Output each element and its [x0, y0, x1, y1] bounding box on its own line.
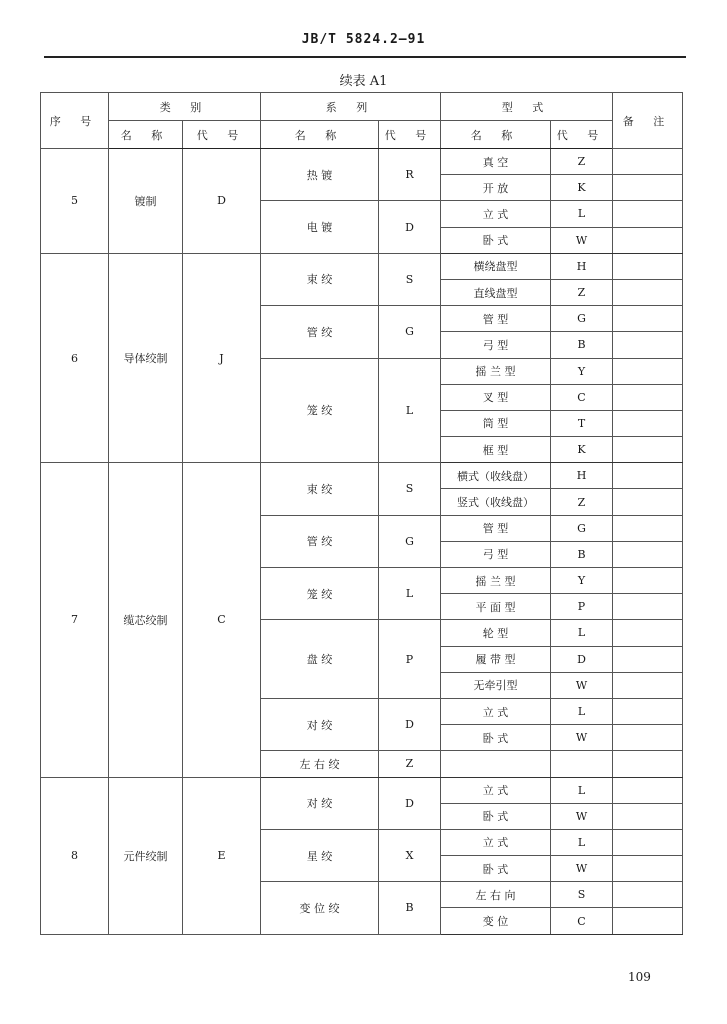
- type-code-cell: [551, 751, 613, 777]
- type-code-cell: W: [551, 803, 613, 829]
- series-name-cell: 束 绞: [261, 253, 379, 305]
- remarks-cell: [613, 882, 683, 908]
- remarks-cell: [613, 568, 683, 594]
- type-code-cell: L: [551, 698, 613, 724]
- series-name-cell: 对 绞: [261, 698, 379, 750]
- remarks-cell: [613, 856, 683, 882]
- series-name-cell: 束 绞: [261, 463, 379, 515]
- type-name-cell: 管 型: [441, 306, 551, 332]
- category-code-cell: E: [183, 777, 261, 934]
- type-code-cell: L: [551, 777, 613, 803]
- series-code-cell: L: [379, 358, 441, 463]
- type-name-cell: 弓 型: [441, 332, 551, 358]
- header-type: 型 式: [441, 93, 613, 121]
- remarks-cell: [613, 410, 683, 436]
- remarks-cell: [613, 149, 683, 175]
- type-code-cell: L: [551, 201, 613, 227]
- series-code-cell: R: [379, 149, 441, 201]
- type-code-cell: Z: [551, 149, 613, 175]
- header-category: 类 别: [109, 93, 261, 121]
- type-name-cell: 卧 式: [441, 803, 551, 829]
- series-code-cell: Z: [379, 751, 441, 777]
- remarks-cell: [613, 332, 683, 358]
- remarks-cell: [613, 646, 683, 672]
- type-code-cell: W: [551, 227, 613, 253]
- remarks-cell: [613, 437, 683, 463]
- document-header: JB/T 5824.2—91: [301, 32, 426, 47]
- series-code-cell: D: [379, 201, 441, 253]
- remarks-cell: [613, 515, 683, 541]
- remarks-cell: [613, 672, 683, 698]
- type-name-cell: 立 式: [441, 201, 551, 227]
- type-name-cell: 平 面 型: [441, 594, 551, 620]
- remarks-cell: [613, 384, 683, 410]
- series-name-cell: 管 绞: [261, 515, 379, 567]
- type-code-cell: D: [551, 646, 613, 672]
- remarks-cell: [613, 279, 683, 305]
- type-code-cell: C: [551, 908, 613, 934]
- type-code-cell: C: [551, 384, 613, 410]
- header-seq: 序 号: [41, 93, 109, 149]
- series-code-cell: S: [379, 253, 441, 305]
- remarks-cell: [613, 725, 683, 751]
- series-name-cell: 盘 绞: [261, 620, 379, 699]
- category-code-cell: C: [183, 463, 261, 777]
- type-name-cell: 履 带 型: [441, 646, 551, 672]
- type-name-cell: 立 式: [441, 777, 551, 803]
- remarks-cell: [613, 227, 683, 253]
- type-name-cell: 变 位: [441, 908, 551, 934]
- header-type-code: 代 号: [551, 121, 613, 149]
- type-name-cell: 摇 兰 型: [441, 358, 551, 384]
- remarks-cell: [613, 175, 683, 201]
- remarks-cell: [613, 463, 683, 489]
- type-code-cell: W: [551, 856, 613, 882]
- category-name-cell: 导体绞制: [109, 253, 183, 463]
- type-name-cell: 立 式: [441, 698, 551, 724]
- category-name-cell: 缆芯绞制: [109, 463, 183, 777]
- series-name-cell: 星 绞: [261, 829, 379, 881]
- seq-cell: 6: [41, 253, 109, 463]
- type-name-cell: 横绕盘型: [441, 253, 551, 279]
- table-body: [41, 149, 683, 935]
- seq-cell: 5: [41, 149, 109, 254]
- type-name-cell: 管 型: [441, 515, 551, 541]
- type-name-cell: 摇 兰 型: [441, 568, 551, 594]
- type-name-cell: 卧 式: [441, 227, 551, 253]
- type-code-cell: W: [551, 672, 613, 698]
- category-code-cell: D: [183, 149, 261, 254]
- series-name-cell: 左 右 绞: [261, 751, 379, 777]
- type-name-cell: 横式（收线盘）: [441, 463, 551, 489]
- series-name-cell: 笼 绞: [261, 358, 379, 463]
- series-code-cell: D: [379, 777, 441, 829]
- series-code-cell: G: [379, 306, 441, 358]
- type-name-cell: 卧 式: [441, 856, 551, 882]
- remarks-cell: [613, 698, 683, 724]
- type-name-cell: 弓 型: [441, 541, 551, 567]
- type-name-cell: 筒 型: [441, 410, 551, 436]
- series-code-cell: L: [379, 568, 441, 620]
- type-code-cell: T: [551, 410, 613, 436]
- remarks-cell: [613, 908, 683, 934]
- type-code-cell: G: [551, 515, 613, 541]
- table-row: [41, 253, 683, 279]
- remarks-cell: [613, 777, 683, 803]
- type-name-cell: 立 式: [441, 829, 551, 855]
- type-code-cell: K: [551, 175, 613, 201]
- type-code-cell: Y: [551, 568, 613, 594]
- series-code-cell: X: [379, 829, 441, 881]
- remarks-cell: [613, 306, 683, 332]
- table-row: [41, 463, 683, 489]
- type-code-cell: P: [551, 594, 613, 620]
- header-category-name: 名 称: [109, 121, 183, 149]
- series-name-cell: 管 绞: [261, 306, 379, 358]
- category-code-cell: J: [183, 253, 261, 463]
- type-name-cell: 无牵引型: [441, 672, 551, 698]
- header-series: 系 列: [261, 93, 441, 121]
- type-name-cell: [441, 751, 551, 777]
- series-code-cell: P: [379, 620, 441, 699]
- type-name-cell: 左 右 向: [441, 882, 551, 908]
- type-name-cell: 轮 型: [441, 620, 551, 646]
- category-name-cell: 镀制: [109, 149, 183, 254]
- header-series-name: 名 称: [261, 121, 379, 149]
- type-code-cell: B: [551, 541, 613, 567]
- series-name-cell: 电 镀: [261, 201, 379, 253]
- header-type-name: 名 称: [441, 121, 551, 149]
- type-code-cell: S: [551, 882, 613, 908]
- header-series-code: 代 号: [379, 121, 441, 149]
- type-name-cell: 竖式（收线盘）: [441, 489, 551, 515]
- table-row: [41, 777, 683, 803]
- remarks-cell: [613, 620, 683, 646]
- type-code-cell: Z: [551, 489, 613, 515]
- header-remarks: 备 注: [613, 93, 683, 149]
- series-code-cell: G: [379, 515, 441, 567]
- type-code-cell: L: [551, 620, 613, 646]
- type-code-cell: L: [551, 829, 613, 855]
- series-name-cell: 对 绞: [261, 777, 379, 829]
- type-name-cell: 真 空: [441, 149, 551, 175]
- type-name-cell: 直线盘型: [441, 279, 551, 305]
- header-category-code: 代 号: [183, 121, 261, 149]
- category-name-cell: 元件绞制: [109, 777, 183, 934]
- page-number: 109: [628, 970, 651, 984]
- type-code-cell: K: [551, 437, 613, 463]
- remarks-cell: [613, 594, 683, 620]
- type-code-cell: G: [551, 306, 613, 332]
- remarks-cell: [613, 201, 683, 227]
- type-code-cell: H: [551, 463, 613, 489]
- table-caption: 续表 A1: [339, 74, 388, 89]
- remarks-cell: [613, 751, 683, 777]
- series-name-cell: 笼 绞: [261, 568, 379, 620]
- remarks-cell: [613, 829, 683, 855]
- header-rule: [44, 56, 686, 58]
- type-name-cell: 框 型: [441, 437, 551, 463]
- spec-table: [40, 92, 683, 935]
- remarks-cell: [613, 253, 683, 279]
- series-code-cell: B: [379, 882, 441, 934]
- series-code-cell: S: [379, 463, 441, 515]
- type-code-cell: H: [551, 253, 613, 279]
- seq-cell: 8: [41, 777, 109, 934]
- remarks-cell: [613, 358, 683, 384]
- series-name-cell: 变 位 绞: [261, 882, 379, 934]
- type-code-cell: Z: [551, 279, 613, 305]
- seq-cell: 7: [41, 463, 109, 777]
- type-code-cell: Y: [551, 358, 613, 384]
- type-name-cell: 叉 型: [441, 384, 551, 410]
- type-name-cell: 卧 式: [441, 725, 551, 751]
- type-code-cell: B: [551, 332, 613, 358]
- remarks-cell: [613, 803, 683, 829]
- series-code-cell: D: [379, 698, 441, 750]
- series-name-cell: 热 镀: [261, 149, 379, 201]
- type-code-cell: W: [551, 725, 613, 751]
- remarks-cell: [613, 489, 683, 515]
- type-name-cell: 开 放: [441, 175, 551, 201]
- table-row: [41, 149, 683, 175]
- remarks-cell: [613, 541, 683, 567]
